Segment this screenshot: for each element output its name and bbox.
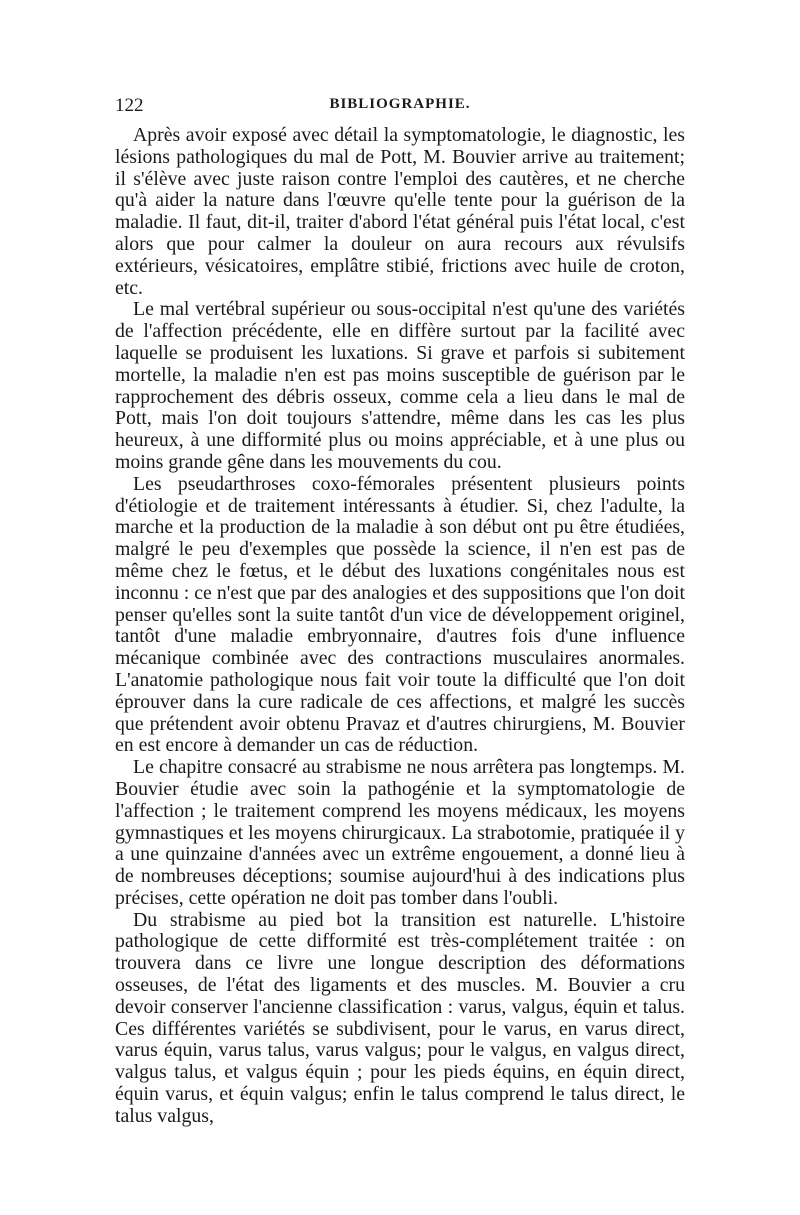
running-title: BIBLIOGRAPHIE. bbox=[329, 96, 471, 112]
paragraph-treatment-pott: Après avoir exposé avec détail la symptomatologie, le diagnostic, les lésions pathologiques du mal de Pott, M. Bouvier arrive au traitement; il s'élève avec juste raison contre l'emploi des cautères, et ne cherche qu'à aider la nature dans l'œuvre qu'elle tente pour la guérison de la maladie. Il faut, dit-il, traiter d'abord l'état général puis l'état local, c'est alors que pour calmer la douleur on aura recours aux révulsifs extérieurs, vésicatoires, emplâtre stibié, frictions avec huile de croton, etc. bbox=[115, 124, 685, 299]
paragraph-strabismus: Le chapitre consacré au strabisme ne nous arrêtera pas longtemps. M. Bouvier étudie avec soin la pathogénie et la symptomatologie de l'affection ; le traitement comprend les moyens médicaux, les moyens gymnastiques et les moyens chirurgicaux. La strabotomie, pratiquée il y a une quinzaine d'années avec un extrême engouement, a donné lieu à de nombreuses déceptions; soumise aujourd'hui à des indications plus précises, cette opération ne doit pas tomber dans l'oubli. bbox=[115, 756, 685, 909]
book-page bbox=[115, 95, 685, 1128]
paragraph-suboccipital: Le mal vertébral supérieur ou sous-occipital n'est qu'une des variétés de l'affection précédente, elle en diffère surtout par la facilité avec laquelle se produisent les luxations. Si grave et parfois si subitement mortelle, la maladie n'en est pas moins susceptible de guérison par le rapprochement des débris osseux, comme cela a lieu dans le mal de Pott, mais l'on doit toujours s'attendre, même dans les cas les plus heureux, à une difformité plus ou moins appréciable, et à une plus ou moins grande gêne dans les mouvements du cou. bbox=[115, 298, 685, 473]
page-header bbox=[115, 95, 685, 119]
page-number: 122 bbox=[115, 95, 144, 116]
paragraph-coxofemoral: Les pseudarthroses coxo-fémorales présentent plusieurs points d'étiologie et de traitement intéressants à étudier. Si, chez l'adulte, la marche et la production de la maladie à son début ont pu être étudiées, malgré le peu d'exemples que possède la science, il n'en est pas de même chez le fœtus, et le début des luxations congénitales nous est inconnu : ce n'est que par des analogies et des suppositions que l'on doit penser qu'elles sont la suite tantôt d'un vice de développement originel, tantôt d'une maladie embryonnaire, d'autres fois d'une influence mécanique combinée avec des contractions musculaires anormales. L'anatomie pathologique nous fait voir toute la difficulté que l'on doit éprouver dans la cure radicale de ces affections, et malgré les succès que prétendent avoir obtenu Pravaz et d'autres chirurgiens, M. Bouvier en est encore à demander un cas de réduction. bbox=[115, 472, 685, 757]
paragraph-clubfoot: Du strabisme au pied bot la transition est naturelle. L'histoire pathologique de cette difformité est très-complétement traitée : on trouvera dans ce livre une longue description des déformations osseuses, de l'état des ligaments et des muscles. M. Bouvier a cru devoir conserver l'ancienne classification : varus, valgus, équin et talus. Ces différentes variétés se subdivisent, pour le varus, en varus direct, varus équin, varus talus, varus valgus; pour le valgus, en valgus direct, valgus talus, et valgus équin ; pour les pieds équins, en équin direct, équin varus, et équin valgus; enfin le talus comprend le talus direct, le talus valgus, bbox=[115, 908, 685, 1127]
